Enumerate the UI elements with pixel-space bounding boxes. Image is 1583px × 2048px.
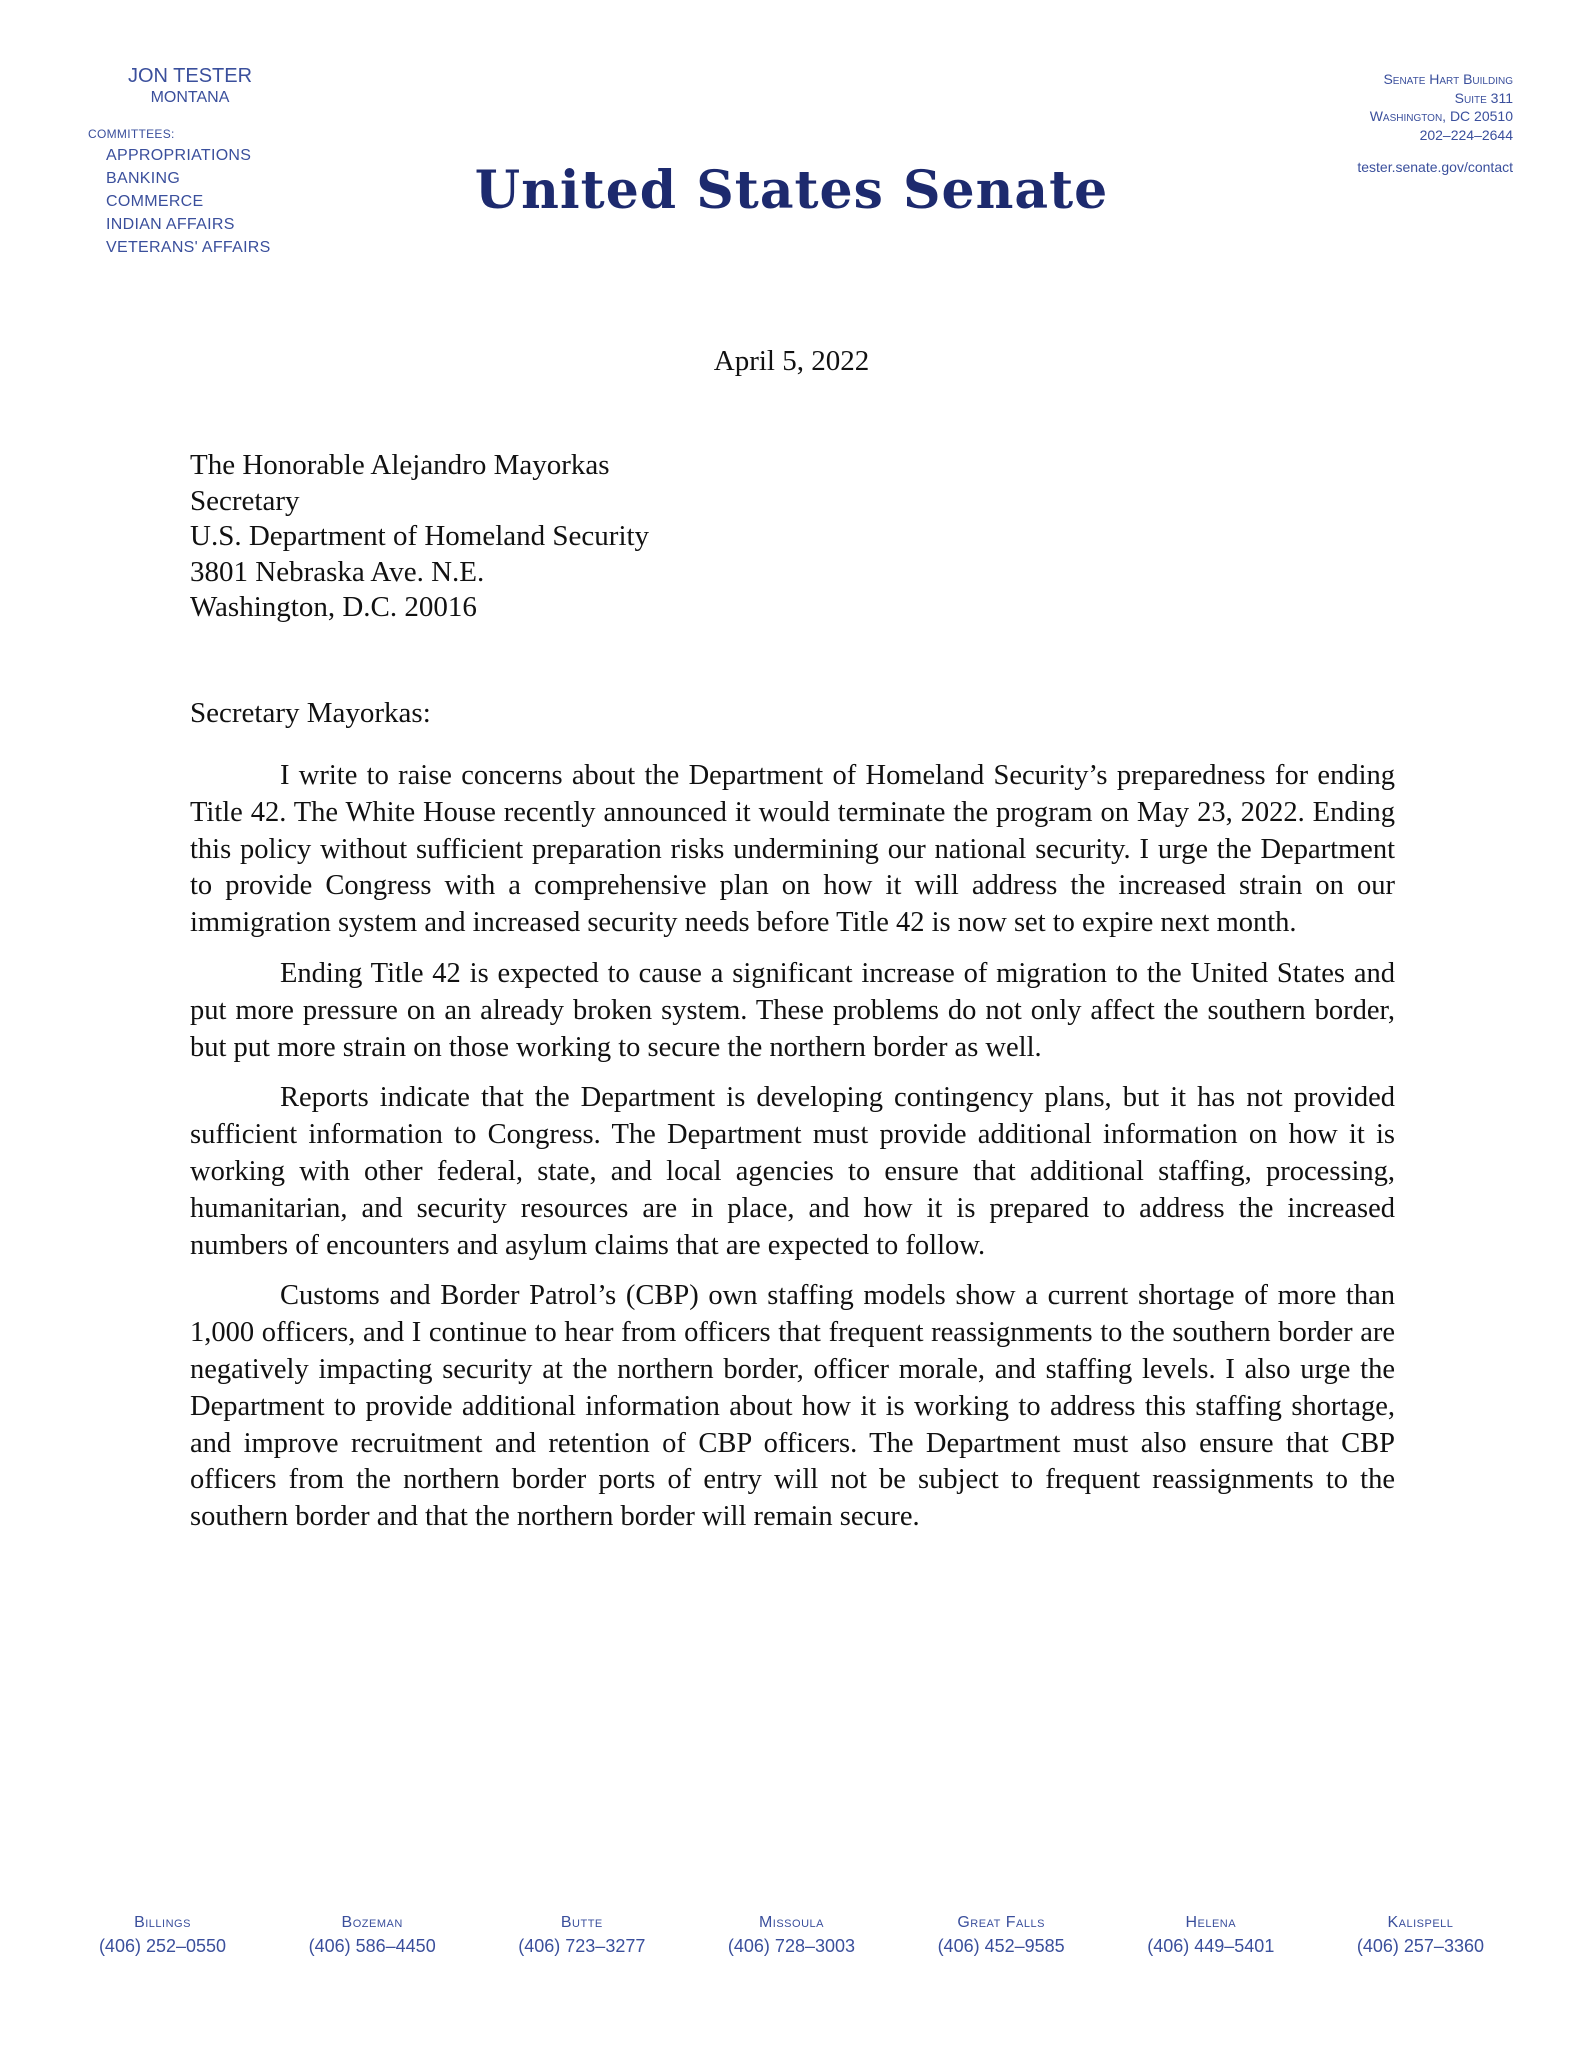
senator-name: JON TESTER	[127, 65, 253, 87]
body-paragraph: Customs and Border Patrol’s (CBP) own staffing models show a current shortage of more than 1,000 officers, and I continue to hear from officers that frequent reassignments to the southern border are negatively impacting security at the northern border, officer morale, and staffing levels. I also urge the Department to provide additional information about how it is working to address this staffing shortage, and improve recruitment and retention of CBP officers. The Department must also ensure that CBP officers from the northern border ports of entry will not be subject to frequent reassignments to the southern border and that the northern border will remain secure.	[190, 1280, 1395, 1533]
footer-office-phone: (406) 452–9585	[937, 1936, 1065, 1956]
office-address-block	[1193, 70, 1513, 177]
body-paragraph: I write to raise concerns about the Department of Homeland Security’s preparedness for ending Title 42. The White House recently announced it would terminate the program on May 23, 2022. Ending this policy without sufficient preparation risks undermining our national security. I urge the Department to provide Congress with a comprehensive plan on how it will address the increased strain on our immigration system and increased security needs before Title 42 is now set to expire next month.	[190, 760, 1395, 939]
committee-item: APPROPRIATIONS	[106, 147, 252, 164]
footer-office	[1118, 1912, 1303, 1958]
footer-office-phone: (406) 586–4450	[308, 1936, 436, 1956]
footer-office-city: Billings	[134, 1914, 191, 1931]
footer-office	[1328, 1912, 1513, 1958]
office-phone: 202–224–2644	[1419, 126, 1513, 143]
recipient-line: Washington, D.C. 20016	[190, 591, 477, 623]
committee-item: VETERANS' AFFAIRS	[106, 239, 271, 256]
senator-state: MONTANA	[150, 89, 230, 106]
body-paragraph: Ending Title 42 is expected to cause a significant increase of migration to the United States and put more pressure on an already broken system. These problems do not only affect the southern border, but put more strain on those working to secure the northern border as well.	[190, 957, 1395, 1063]
recipient-line: The Honorable Alejandro Mayorkas	[190, 449, 610, 481]
footer-office-phone: (406) 723–3277	[518, 1936, 646, 1956]
recipient-address	[190, 448, 649, 626]
body-paragraph: Reports indicate that the Department is developing contingency plans, but it has not provided sufficient information to Congress. The Department must provide additional information on how it is working with other federal, state, and local agencies to ensure that additional staffing, processing, humanitarian, and security resources are in place, and how it is prepared to address the increased numbers of encounters and asylum claims that are expected to follow.	[190, 1082, 1395, 1261]
committee-item: BANKING	[106, 170, 181, 187]
committee-item: INDIAN AFFAIRS	[106, 216, 235, 233]
footer-office-city: Missoula	[758, 1914, 824, 1931]
senate-banner: United States Senate	[474, 160, 1109, 221]
footer-office-city: Butte	[560, 1914, 603, 1931]
contact-website-link[interactable]: tester.senate.gov/contact	[1357, 159, 1513, 175]
footer-office-city: Helena	[1185, 1914, 1237, 1931]
committee-item: COMMERCE	[106, 193, 204, 210]
letter-body	[190, 758, 1395, 1550]
office-suite: Suite 311	[1454, 89, 1513, 106]
footer-office	[909, 1912, 1094, 1958]
footer-office	[280, 1912, 465, 1958]
office-building: Senate Hart Building	[1383, 71, 1513, 87]
footer-office-phone: (406) 728–3003	[727, 1936, 856, 1956]
recipient-line: 3801 Nebraska Ave. N.E.	[190, 555, 485, 588]
footer-office-phone: (406) 449–5401	[1147, 1936, 1275, 1956]
committees-label: COMMITTEES:	[88, 127, 175, 141]
recipient-line: U.S. Department of Homeland Security	[190, 520, 650, 552]
footer-office	[70, 1912, 255, 1958]
footer-office	[699, 1912, 884, 1958]
footer-office-phone: (406) 252–0550	[98, 1936, 227, 1956]
senator-block	[0, 64, 380, 108]
salutation: Secretary Mayorkas:	[190, 697, 431, 729]
footer-offices	[70, 1912, 1513, 1958]
footer-office-city: Great Falls	[957, 1914, 1045, 1931]
footer-office-city: Bozeman	[341, 1914, 403, 1931]
office-city: Washington, DC 20510	[1369, 108, 1513, 124]
footer-office	[489, 1912, 674, 1958]
recipient-line: Secretary	[190, 484, 300, 517]
letter-date: April 5, 2022	[713, 345, 870, 377]
footer-office-city: Kalispell	[1387, 1914, 1454, 1931]
footer-office-phone: (406) 257–3360	[1356, 1936, 1484, 1956]
